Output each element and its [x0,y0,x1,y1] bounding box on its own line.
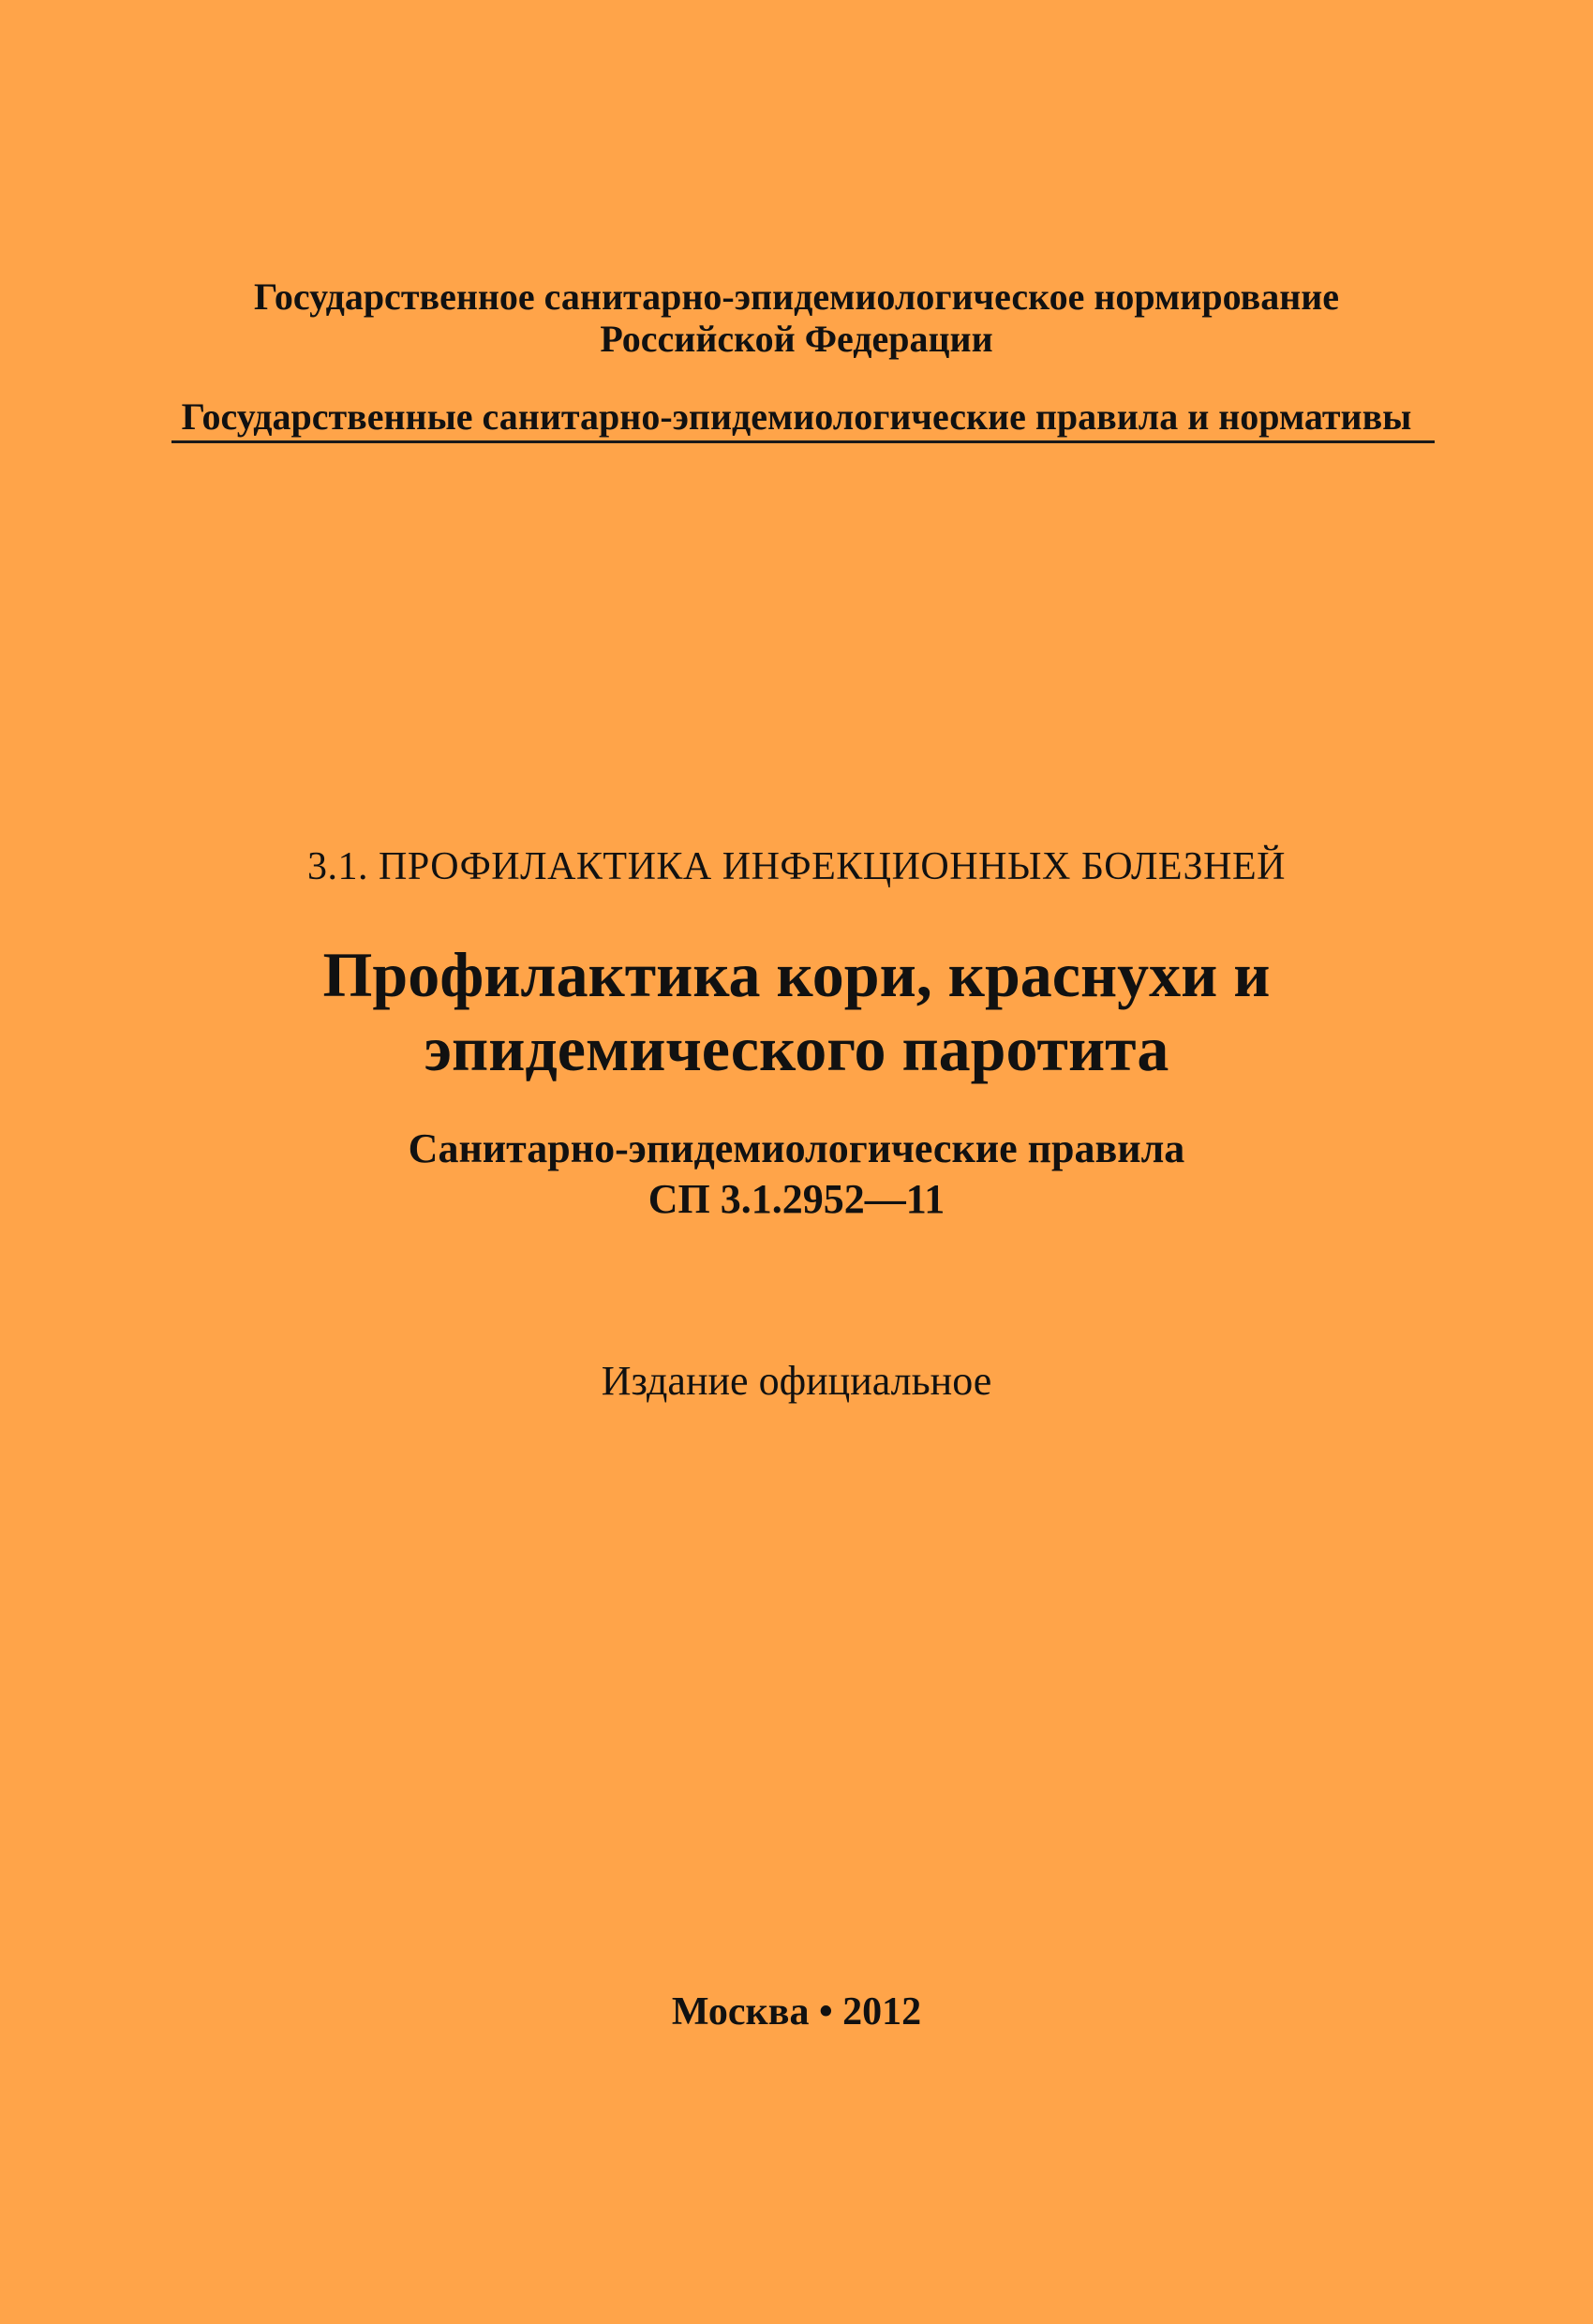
header-series-line: Государственные санитарно-эпидемиологические правила и нормативы [181,395,1412,438]
header-country-line: Российской Федерации [600,318,993,360]
section-heading: 3.1. ПРОФИЛАКТИКА ИНФЕКЦИОННЫХ БОЛЕЗНЕЙ [307,845,1286,888]
document-title-line-1: Профилактика кори, краснухи и [322,939,1271,1010]
publication-imprint: Москва • 2012 [671,1990,922,2034]
document-title-line-2: эпидемического паротита [424,1013,1169,1084]
header-authority-line: Государственное санитарно-эпидемиологическое нормирование [253,276,1340,318]
header-underline [171,440,1435,443]
edition-label: Издание официальное [601,1358,992,1404]
document-code: СП 3.1.2952—11 [648,1176,945,1222]
document-subtitle: Санитарно-эпидемиологические правила [408,1125,1185,1171]
